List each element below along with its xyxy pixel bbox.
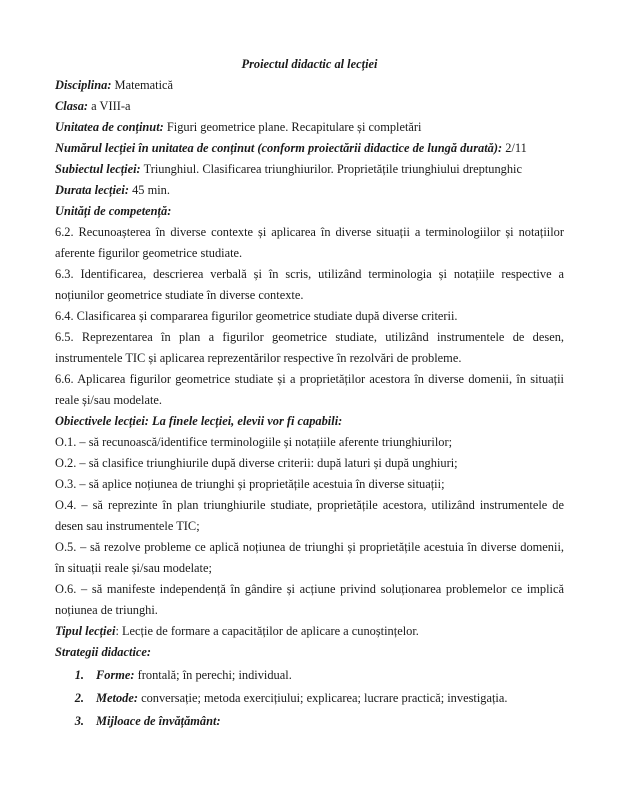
lesson-type-label: Tipul lecției <box>55 624 116 638</box>
field-value: Figuri geometrice plane. Recapitulare și completări <box>163 120 422 134</box>
lesson-type-value: : Lecție de formare a capacităților de aplicare a cunoștințelor. <box>115 624 419 638</box>
competency-item: 6.3. Identificarea, descrierea verbală și în scris, utilizând terminologia și notațiile respective a noțiunilor geometrice studiate în diverse contexte. <box>55 267 564 302</box>
strategies-list <box>55 665 564 732</box>
competency-item: 6.5. Reprezentarea în plan a figurilor geometrice studiate, utilizând instrumentele de desen, instrumentele TIC și aplicarea reprezentărilor respective în rezolvări de probleme. <box>55 330 564 365</box>
document-title: Proiectul didactic al lecției <box>241 57 378 71</box>
field-label: Durata lecției: <box>55 183 129 197</box>
objective-item: O.6. – să manifeste independență în gândire și acțiune privind soluționarea problemelor ce implică noțiunea de triunghi. <box>55 582 564 617</box>
document-page <box>55 54 564 732</box>
strategy-number: 1. <box>74 668 84 682</box>
strategy-value: conversație; metoda exercițiului; explicarea; lucrare practică; investigația. <box>137 691 508 705</box>
strategy-number: 3. <box>74 714 84 728</box>
field-label: Unitatea de conținut: <box>55 120 164 134</box>
field-value: 2/11 <box>502 141 527 155</box>
field-value: 45 min. <box>129 183 170 197</box>
competency-item: 6.2. Recunoașterea în diverse contexte și aplicarea în diverse situații a terminologiilor și notațiilor aferente figurilor geometrice studiate. <box>55 225 564 260</box>
field-class <box>55 96 564 117</box>
field-content-unit <box>55 117 564 138</box>
field-discipline <box>55 75 564 96</box>
competency-item: 6.6. Aplicarea figurilor geometrice studiate și a proprietăților acestora în diverse domenii, în situații reale și/sau modelate. <box>55 372 564 407</box>
strategy-item <box>70 711 564 732</box>
lesson-type <box>55 621 564 642</box>
field-value: Matematică <box>111 78 174 92</box>
field-label: Subiectul lecției: <box>55 162 141 176</box>
strategy-label: Forme: <box>96 668 135 682</box>
field-value: a VIII-a <box>88 99 131 113</box>
objectives-heading: Obiectivele lecției: La finele lecției, elevii vor fi capabili: <box>55 414 343 428</box>
field-value: Triunghiul. Clasificarea triunghiurilor. Proprietățile triunghiului dreptunghic <box>140 162 523 176</box>
field-lesson-duration <box>55 180 564 201</box>
objective-item: O.4. – să reprezinte în plan triunghiurile studiate, proprietățile acestora, utilizând instrumentele de desen sau instrumentele TIC; <box>55 498 564 533</box>
competencies-heading: Unități de competență: <box>55 204 172 218</box>
field-lesson-number <box>55 138 564 159</box>
objective-item: O.3. – să aplice noțiunea de triunghi și proprietățile acestuia în diverse situații; <box>55 477 445 491</box>
objective-item: O.5. – să rezolve probleme ce aplică noțiunea de triunghi și proprietățile acestuia în diverse domenii, în situații reale și/sau modelate; <box>55 540 564 575</box>
field-label: Disciplina: <box>55 78 112 92</box>
strategy-item <box>70 688 564 709</box>
strategy-item <box>70 665 564 686</box>
strategy-label: Mijloace de învățământ: <box>96 714 221 728</box>
field-label: Clasa: <box>55 99 89 113</box>
strategy-value: frontală; în perechi; individual. <box>134 668 292 682</box>
strategy-label: Metode: <box>96 691 138 705</box>
strategies-heading: Strategii didactice: <box>55 645 152 659</box>
field-lesson-subject <box>55 159 564 180</box>
objective-item: O.2. – să clasifice triunghiurile după diverse criterii: după laturi și după unghiuri; <box>55 456 458 470</box>
objective-item: O.1. – să recunoască/identifice terminologiile și notațiile aferente triunghiurilor; <box>55 435 453 449</box>
strategy-number: 2. <box>74 691 84 705</box>
field-label: Numărul lecției în unitatea de conținut (conform proiectării didactice de lungă durată): <box>55 141 503 155</box>
competency-item: 6.4. Clasificarea și compararea figurilor geometrice studiate după diverse criterii. <box>55 309 458 323</box>
